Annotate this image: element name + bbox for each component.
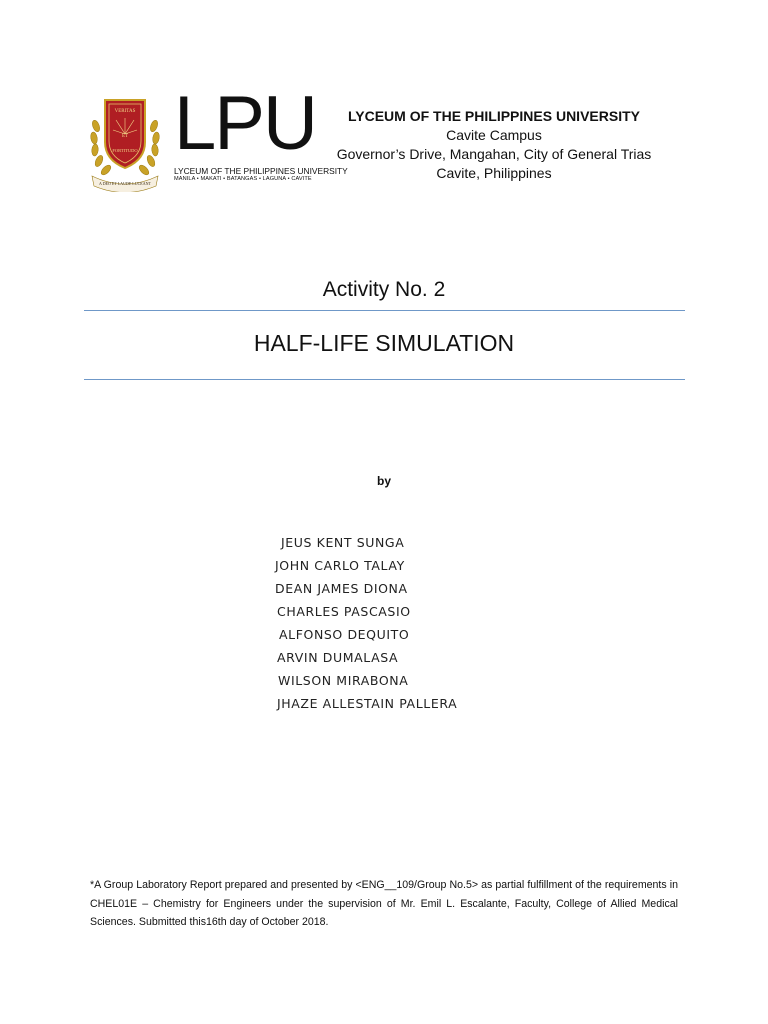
university-name: LYCEUM OF THE PHILIPPINES UNIVERSITY [348, 108, 640, 124]
document-title: HALF-LIFE SIMULATION [253, 330, 515, 356]
campus-address: Governor’s Drive, Mangahan, City of General Trias [336, 146, 652, 162]
svg-text:VERITAS: VERITAS [114, 109, 136, 114]
author-name: JHAZE ALLESTAIN PALLERA [277, 696, 458, 711]
campus-name: Cavite Campus [446, 127, 542, 143]
lpu-wordmark-subtitle: LYCEUM OF THE PHILIPPINES UNIVERSITY [174, 166, 348, 176]
university-header [320, 107, 668, 183]
author-name: JEUS KENT SUNGA [281, 535, 405, 550]
author-name: CHARLES PASCASIO [277, 604, 411, 619]
report-footnote: *A Group Laboratory Report prepared and presented by <ENG__109/Group No.5> as partial fulfillment of the requirements in CHEL01E – Chemistry for Engineers under the supervision of Mr. Emil L. Escalante, Faculty, College of Allied Medical Sciences. Submitted this16th day of October 2018. [90, 879, 678, 928]
author-name: WILSON MIRABONA [278, 673, 409, 688]
author-name: JOHN CARLO TALAY [275, 558, 405, 573]
activity-number: Activity No. 2 [322, 278, 446, 301]
author-name: ARVIN DUMALASA [277, 650, 399, 665]
divider-top [84, 310, 685, 311]
campus-region: Cavite, Philippines [436, 165, 552, 181]
svg-text:ET: ET [121, 134, 129, 139]
lpu-wordmark: LPU [174, 81, 316, 166]
divider-bottom [84, 379, 685, 380]
author-name: ALFONSO DEQUITO [279, 627, 410, 642]
svg-text:A DEO ET LAUDE LUCEANT: A DEO ET LAUDE LUCEANT [99, 181, 151, 186]
university-seal-icon [86, 96, 164, 192]
university-logo [86, 81, 348, 192]
svg-text:FORTITUDO: FORTITUDO [112, 148, 138, 153]
author-name: DEAN JAMES DIONA [275, 581, 408, 596]
lpu-campus-list: MANILA • MAKATI • BATANGAS • LAGUNA • CAVITE [174, 176, 312, 182]
by-label: by [376, 474, 391, 488]
